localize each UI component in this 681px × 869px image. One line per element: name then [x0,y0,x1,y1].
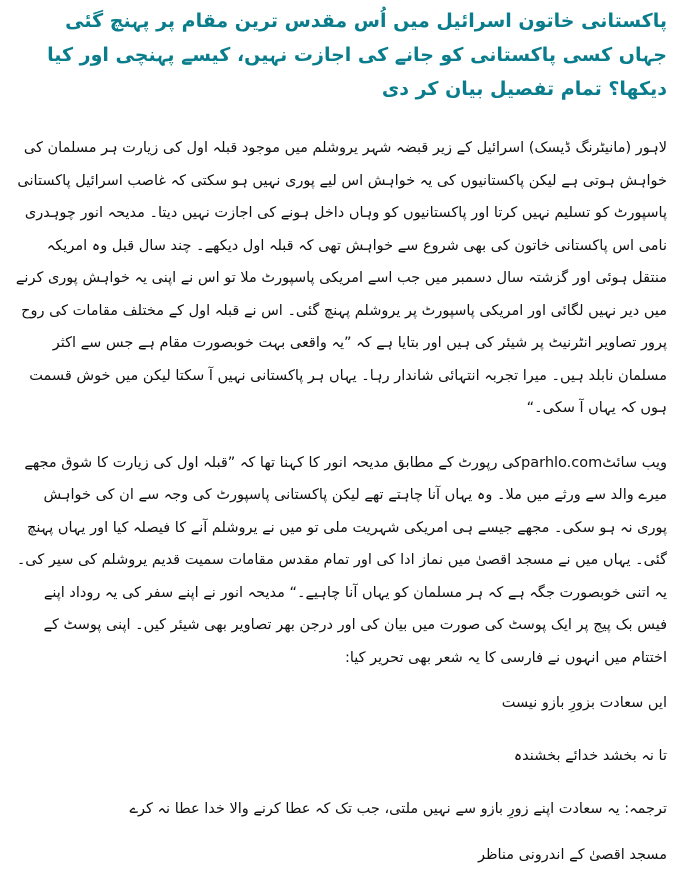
source-website-name: parhlo.com [521,454,603,471]
paragraph-2-body-text: کی رپورٹ کے مطابق مدیحہ انور کا کہنا تھا کہ ”قبلہ اول کی زیارت کا شوق مجھے میرے والد سے ورثے میں ملا۔ وہ یہاں آنا چاہتے تھے لیکن پاکستانی پاسپورٹ کی وجہ سے ان کی خواہش پوری نہ ہو سکی۔ مجھے جیسے ہی امریکی شہریت ملی تو میں نے یروشلم آنے کا فیصلہ کیا اور یہاں پہنچ گئی۔ یہاں میں نے مسجد اقصیٰ میں نماز ادا کی اور تمام مقدس مقامات سمیت قدیم یروشلم کی سیر کی۔ یہ اتنی خوبصورت جگہ ہے کہ ہر مسلمان کو یہاں آنا چاہیے۔“ مدیحہ انور نے اپنے سفر کی یہ روداد اپنے فیس بک پیج پر ایک پوسٹ کی صورت میں بیان کی اور درجن بھر تصاویر بھی شیئر کیں۔ اپنی پوسٹ کے اختتام میں انہوں نے فارسی کا یہ شعر بھی تحریر کیا: [16,454,667,666]
paragraph-2-lead-text: ویب سائٹ [602,454,667,471]
persian-verse-line-1: ایں سعادت بزورِ بازو نیست [501,695,667,711]
image-caption: مسجد اقصیٰ کے اندرونی مناظر [477,847,667,863]
verse-translation: ترجمہ: یہ سعادت اپنے زورِ بازو سے نہیں ملتی، جب تک کہ عطا کرنے والا خدا عطا نہ کرے [129,801,667,817]
article-headline: پاکستانی خاتون اسرائیل میں اُس مقدس ترین مقام پر پہنچ گئی جہاں کسی پاکستانی کو جانے کی اجازت نہیں، کیسے پہنچی اور کیا دیکھا؟ تمام تفصیل بیان کر دی [47,10,667,100]
article-paragraph-1: لاہور (مانیٹرنگ ڈیسک) اسرائیل کے زیر قبضہ شہر یروشلم میں موجود قبلہ اول کی زیارت ہر مسلمان کی خواہش ہوتی ہے لیکن پاکستانیوں کی یہ خواہش اس لیے پوری نہیں ہو سکتی کہ غاصب اسرائیل پاکستانی پاسپورٹ کو تسلیم نہیں کرتا اور پاکستانیوں کو وہاں داخل ہونے کی اجازت نہیں دیتا۔ مدیحہ انور چوہدری نامی اس پاکستانی خاتون کی بھی شروع سے خواہش تھی کہ قبلہ اول دیکھے۔ چند سال قبل وہ امریکہ منتقل ہوئی اور گزشتہ سال دسمبر میں جب اسے امریکی پاسپورٹ ملا تو اس نے اپنی یہ خواہش پوری کرنے میں دیر نہیں لگائی اور امریکی پاسپورٹ پر یروشلم پہنچ گئی۔ اس نے قبلہ اول کے مختلف مقامات کی روح پرور تصاویر انٹرنیٹ پر شیئر کی ہیں اور بتایا ہے کہ ”یہ واقعی بہت خوبصورت مقام ہے جس سے اکثر مسلمان نابلد ہیں۔ میرا تجربہ انتہائی شاندار رہا۔ یہاں ہر پاکستانی نہیں آ سکتا لیکن میں خوش قسمت ہوں کہ یہاں آ سکی۔“ [15,140,667,416]
article-paragraph-2 [14,447,667,675]
persian-verse-line-2: تا نہ بخشد خدائے بخشندہ [513,748,667,764]
